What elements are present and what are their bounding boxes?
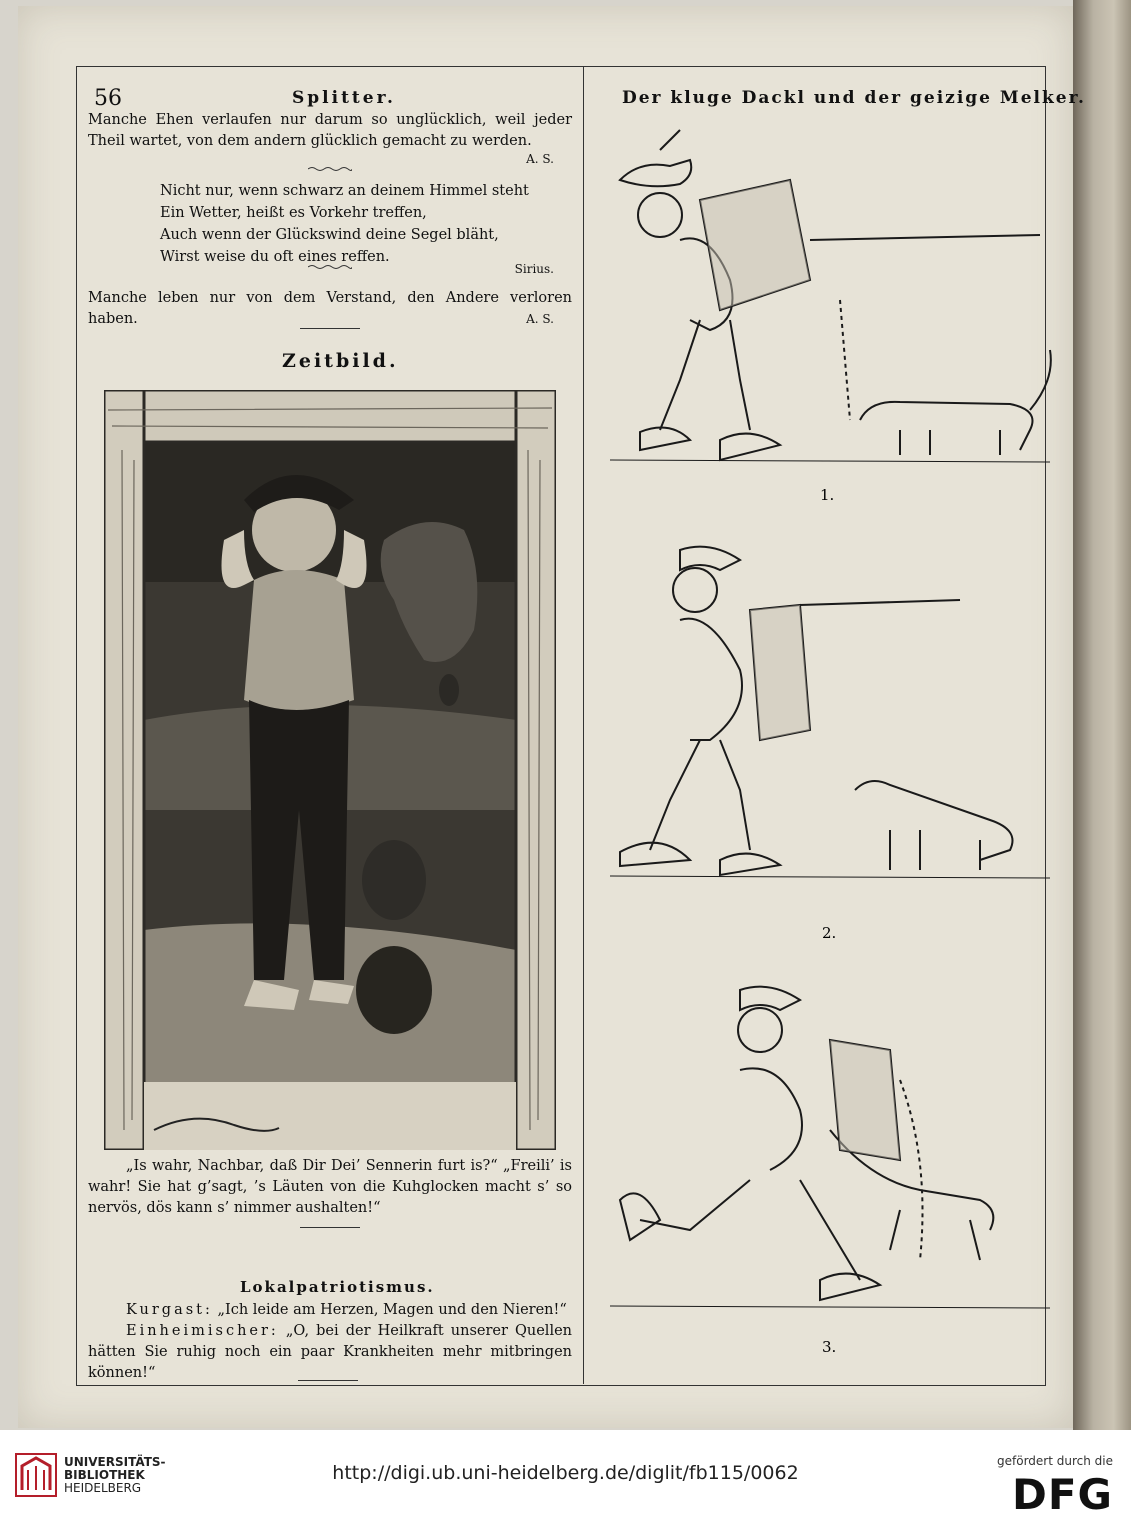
poem [160, 180, 572, 268]
separator-rule [300, 1227, 360, 1228]
zeitbild-title: Zeitbild. [282, 350, 399, 372]
wavy-divider [308, 166, 352, 172]
column-divider [583, 66, 584, 1384]
zeitbild-caption: „Is wahr, Nachbar, daß Dir Dei’ Sennerin furt is?“ „Freili’ is wahr! Sie hat g’sagt, ’s Läuten von die Kuhglocken macht s’ so nervös, dös kann s’ nimmer aushalten!“ [88, 1158, 572, 1216]
splitter-heading: Splitter. [292, 88, 396, 108]
einheimischer-text: „O, bei der Heilkraft unserer Quellen hätten Sie ruhig noch ein paar Krankheiten mehr mitbringen können!“ [88, 1323, 573, 1381]
cartoon-panel-3 [600, 960, 1060, 1320]
splitter-section [88, 110, 572, 331]
library-line: UNIVERSITÄTS- [64, 1455, 166, 1469]
speaker-kurgast: Kurgast: [126, 1302, 213, 1318]
cartoon-panel-1 [600, 120, 1060, 480]
separator-rule [298, 1380, 358, 1381]
panel-label-1: 1. [820, 486, 835, 504]
panel-label-2: 2. [822, 924, 837, 942]
zeitbild-illustration [104, 390, 556, 1150]
source-url[interactable]: http://digi.ub.uni-heidelberg.de/diglit/fb115/0062 [332, 1462, 799, 1484]
lokalpatriotismus-section [88, 1300, 572, 1383]
panel-label-3: 3. [822, 1338, 837, 1356]
dialogue-line-1 [88, 1300, 572, 1321]
dialogue-line-2 [88, 1321, 572, 1384]
poem-author: Sirius. [514, 262, 554, 276]
kurgast-text: „Ich leide am Herzen, Magen und den Nieren!“ [217, 1302, 567, 1318]
separator-rule [300, 328, 360, 329]
page-number: 56 [94, 86, 122, 111]
poem-line: Wirst weise du oft eines reffen. [160, 249, 390, 265]
cartoon-heading: Der kluge Dackl und der geizige Melker. [622, 88, 1086, 108]
funding-label: gefördert durch die [997, 1454, 1113, 1468]
lokalpatriotismus-title: Lokalpatriotismus. [240, 1278, 435, 1296]
poem-line: Auch wenn der Glückswind deine Segel bläht, [160, 227, 499, 243]
aphorism-2-author: A. S. [526, 312, 554, 326]
cartoon-panel-2 [600, 530, 1060, 890]
library-line: BIBLIOTHEK [64, 1468, 145, 1482]
aphorism-1: Manche Ehen verlaufen nur darum so unglücklich, weil jeder Theil wartet, von dem andern glücklich gemacht zu werden. [88, 112, 572, 149]
aphorism-1-author: A. S. [526, 152, 554, 166]
dfg-logo: DFG [1011, 1470, 1113, 1519]
library-line: HEIDELBERG [64, 1481, 142, 1495]
book-spine [1073, 0, 1131, 1430]
aphorism-2: Manche leben nur von dem Verstand, den Andere verloren haben. [88, 290, 572, 327]
zeitbild-caption-block [88, 1156, 572, 1230]
poem-line: Nicht nur, wenn schwarz an deinem Himmel steht [160, 183, 529, 199]
poem-line: Ein Wetter, heißt es Vorkehr treffen, [160, 205, 427, 221]
speaker-einheimischer: Einheimischer: [126, 1323, 279, 1339]
